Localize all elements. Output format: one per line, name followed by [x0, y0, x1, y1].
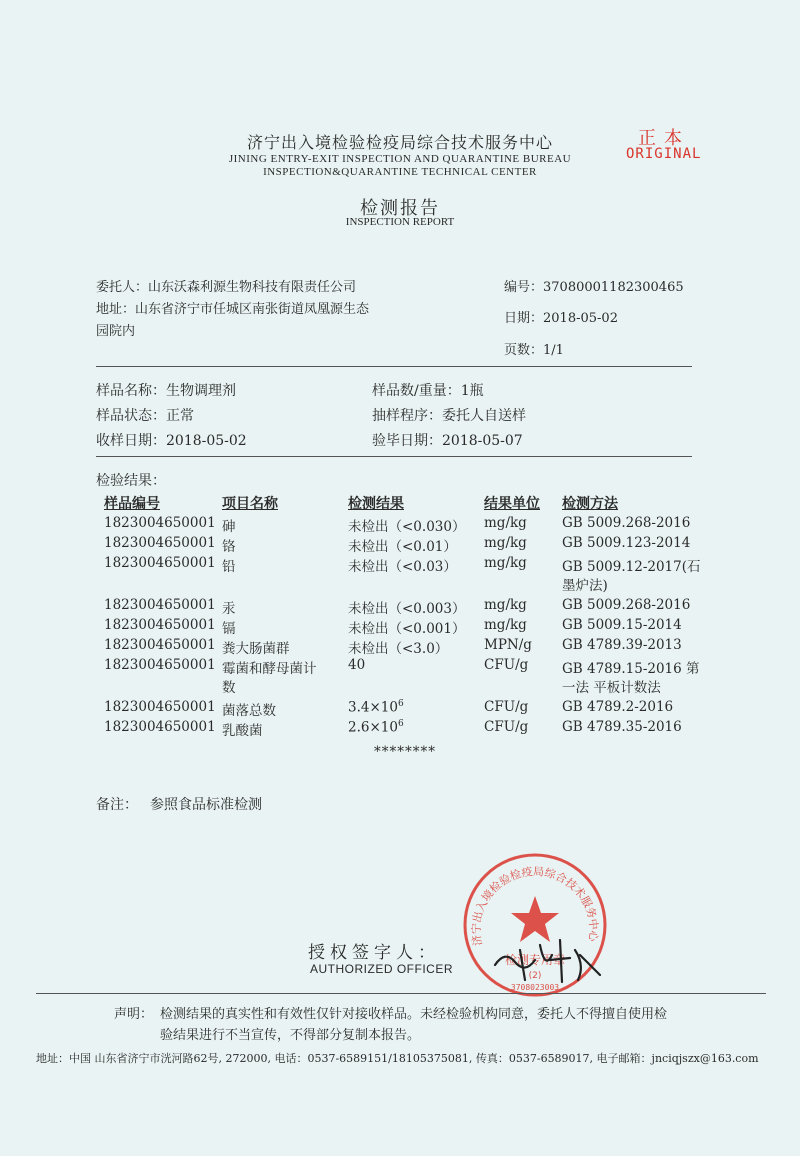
client-value: 山东沃森利源生物科技有限责任公司	[148, 280, 357, 295]
report-pages	[504, 339, 564, 358]
cell-unit: mg/kg	[484, 617, 527, 633]
address-line-2: 园院内	[96, 324, 136, 339]
pages-value: 1/1	[543, 343, 564, 358]
cell-result: 未检出（<0.001）	[348, 621, 466, 637]
cell-result	[348, 719, 404, 736]
result-exponent: 6	[397, 699, 404, 709]
client-line	[96, 276, 356, 295]
sample-qty-label: 样品数/重量：	[372, 383, 461, 399]
completed-date-value: 2018-05-07	[442, 433, 523, 449]
cell-method: GB 4789.15-2016 第	[562, 661, 700, 677]
declaration-line-2: 验结果进行不当宣传，不得部分复制本报告。	[160, 1028, 421, 1043]
sample-name-value: 生物调理剂	[166, 383, 236, 399]
cell-method: GB 5009.123-2014	[562, 535, 691, 551]
footer-contact: 地址：中国 山东省济宁市洸河路62号, 272000, 电话：0537-6589151/18105375081, 传真：0537-6589017, 电子邮箱：jnciqjszx@163.com	[36, 1052, 759, 1065]
col-header-result: 检测结果	[348, 496, 404, 512]
cell-item: 粪大肠菌群	[222, 641, 290, 657]
cell-result	[348, 699, 404, 716]
cell-item: 铅	[222, 559, 236, 575]
cell-result: 未检出（<0.01）	[348, 539, 457, 555]
divider-bottom	[36, 993, 766, 994]
cell-method: GB 5009.268-2016	[562, 515, 691, 531]
received-date-label: 收样日期：	[96, 433, 166, 449]
declaration-line-1: 检测结果的真实性和有效性仅针对接收样品。未经检验机构同意，委托人不得擅自使用检	[160, 1007, 668, 1022]
officer-label-en: AUTHORIZED OFFICER	[310, 962, 453, 976]
pages-label: 页数：	[504, 343, 544, 358]
cell-unit: CFU/g	[484, 699, 529, 715]
received-date-value: 2018-05-02	[166, 433, 247, 449]
sample-qty	[372, 380, 484, 400]
report-title-en: INSPECTION REPORT	[345, 216, 455, 228]
col-header-item: 项目名称	[222, 496, 278, 512]
sample-qty-value: 1瓶	[460, 383, 484, 399]
procedure-value: 委托人自送样	[442, 408, 526, 424]
org-name-en-1: JINING ENTRY-EXIT INSPECTION AND QUARANTINE BUREAU	[228, 153, 572, 165]
address-line	[96, 298, 369, 317]
report-date	[504, 307, 618, 326]
seal-subtitle: 检测专用章	[504, 953, 566, 967]
sample-state	[96, 405, 194, 425]
cell-result: 未检出（<0.003）	[348, 601, 466, 617]
cell-method-cont: 墨炉法)	[562, 578, 608, 594]
report-title-cn: 检测报告	[360, 198, 440, 219]
client-label: 委托人：	[96, 280, 149, 295]
sampling-procedure	[372, 405, 526, 425]
cell-method: GB 5009.15-2014	[562, 617, 682, 633]
cell-unit: CFU/g	[484, 657, 529, 673]
completed-date	[372, 430, 523, 450]
cell-result: 40	[348, 657, 366, 673]
cell-method: GB 5009.12-2017(石	[562, 559, 701, 575]
cell-unit: mg/kg	[484, 597, 527, 613]
cell-unit: mg/kg	[484, 515, 527, 531]
number-value: 37080001182300465	[543, 280, 684, 295]
cell-sample-id: 1823004650001	[104, 597, 216, 613]
col-header-method: 检测方法	[562, 496, 618, 512]
col-header-unit: 结果单位	[484, 496, 540, 512]
cell-sample-id: 1823004650001	[104, 515, 216, 531]
remark-value: 参照食品标准检测	[150, 797, 262, 813]
cell-unit: mg/kg	[484, 535, 527, 551]
seal-text: 济宁出入境检验检疫局综合技术服务中心	[469, 865, 601, 947]
date-value: 2018-05-02	[543, 311, 618, 326]
cell-item: 乳酸菌	[222, 723, 263, 739]
seal-number: (2)	[528, 971, 542, 981]
cell-sample-id: 1823004650001	[104, 637, 216, 653]
cell-sample-id: 1823004650001	[104, 617, 216, 633]
cell-unit: mg/kg	[484, 555, 527, 571]
cell-unit: CFU/g	[484, 719, 529, 735]
completed-date-label: 验毕日期：	[372, 433, 442, 449]
cell-item: 汞	[222, 601, 236, 617]
results-label: 检验结果：	[96, 473, 166, 489]
cell-unit: MPN/g	[484, 637, 532, 653]
sample-name-label: 样品名称：	[96, 383, 166, 399]
cell-sample-id: 1823004650001	[104, 699, 216, 715]
cell-result: 未检出（<0.030）	[348, 519, 466, 535]
officer-label-cn: 授权签字人：	[308, 943, 440, 963]
seal-code: 3708023003	[510, 983, 560, 992]
cell-result: 未检出（<0.03）	[348, 559, 457, 575]
cell-item: 铬	[222, 539, 236, 555]
report-number	[504, 276, 684, 295]
sample-state-value: 正常	[166, 408, 194, 424]
org-name-en-2: INSPECTION&QUARANTINE TECHNICAL CENTER	[263, 166, 537, 178]
end-mark: ********	[374, 744, 436, 760]
cell-sample-id: 1823004650001	[104, 555, 216, 571]
cell-sample-id: 1823004650001	[104, 657, 216, 673]
original-mark-en: ORIGINAL	[626, 146, 702, 162]
cell-result: 未检出（<3.0）	[348, 641, 449, 657]
col-header-sample-id: 样品编号	[104, 496, 160, 512]
result-exponent: 6	[397, 719, 404, 729]
cell-method: GB 4789.39-2013	[562, 637, 682, 653]
received-date	[96, 430, 247, 450]
address-label: 地址：	[96, 302, 136, 317]
cell-item: 霉菌和酵母菌计	[222, 661, 317, 677]
date-label: 日期：	[504, 311, 544, 326]
remark-label: 备注：	[96, 797, 138, 813]
result-base: 3.4×10	[348, 699, 398, 716]
cell-sample-id: 1823004650001	[104, 719, 216, 735]
address-value: 山东省济宁市任城区南张街道凤凰源生态	[135, 302, 370, 317]
sample-name	[96, 380, 236, 400]
signature	[490, 930, 610, 990]
result-base: 2.6×10	[348, 719, 398, 736]
original-mark-cn: 正本	[638, 128, 690, 149]
cell-item: 菌落总数	[222, 703, 276, 719]
cell-sample-id: 1823004650001	[104, 535, 216, 551]
cell-method: GB 4789.35-2016	[562, 719, 682, 735]
declaration-label: 声明：	[114, 1007, 154, 1022]
cell-method: GB 5009.268-2016	[562, 597, 691, 613]
divider-top	[96, 366, 692, 367]
number-label: 编号：	[504, 280, 544, 295]
org-name-cn: 济宁出入境检验检疫局综合技术服务中心	[246, 133, 553, 152]
divider-mid	[96, 456, 692, 457]
cell-item: 砷	[222, 519, 236, 535]
cell-method: GB 4789.2-2016	[562, 699, 674, 715]
cell-method-cont: 一法 平板计数法	[562, 680, 661, 696]
sample-state-label: 样品状态：	[96, 408, 166, 424]
procedure-label: 抽样程序：	[372, 408, 442, 424]
cell-item: 镉	[222, 621, 236, 637]
cell-item-cont: 数	[222, 680, 236, 696]
